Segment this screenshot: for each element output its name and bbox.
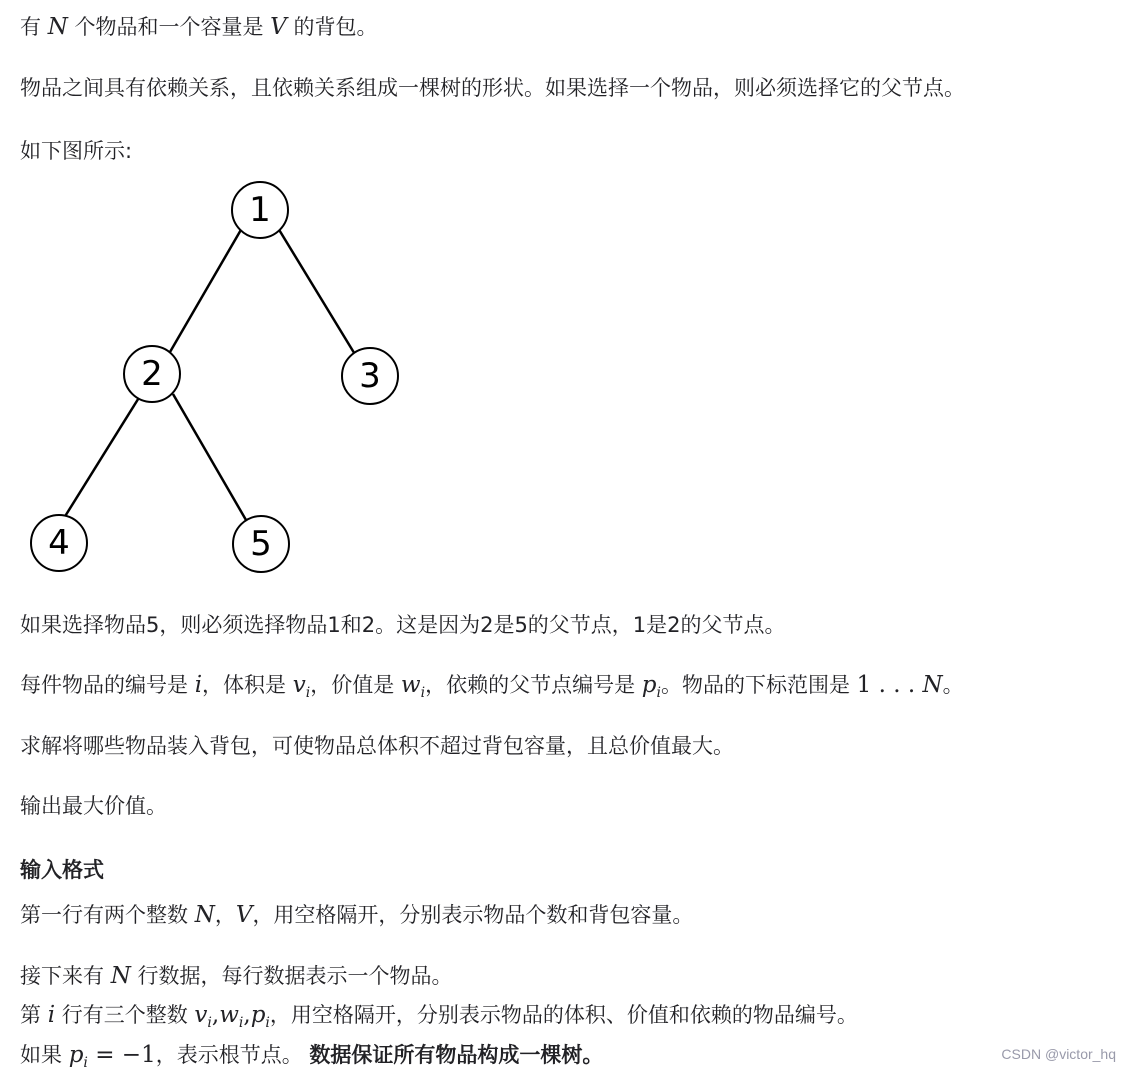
input-line-1 <box>20 900 693 930</box>
text: 的背包。 <box>286 15 378 39</box>
text: , <box>243 1002 251 1028</box>
text: ，体积是 <box>202 673 293 697</box>
edge-1-3 <box>278 228 356 356</box>
tree-node-label: 4 <box>48 523 70 563</box>
text: 每件物品的编号是 <box>20 673 195 697</box>
math-i: i <box>194 672 203 698</box>
text: 个物品和一个容量是 <box>67 15 271 39</box>
math-i: i <box>47 1002 56 1028</box>
text: 行数据，每行数据表示一个物品。 <box>130 964 453 988</box>
input-format-heading: 输入格式 <box>20 858 104 882</box>
math-w: $w_i$ <box>400 672 426 701</box>
text: ，用空格隔开，分别表示物品的体积、价值和依赖的物品编号。 <box>269 1003 858 1027</box>
math-w: $w_i$ <box>219 1002 244 1031</box>
text: 第 <box>20 1003 48 1027</box>
intro-line <box>20 12 377 42</box>
math-p: $p_i$ <box>68 1042 88 1071</box>
tree-node-label: 5 <box>250 524 272 564</box>
output-line: 输出最大价值。 <box>20 794 167 818</box>
text: ，依赖的父节点编号是 <box>425 673 642 697</box>
edge-2-5 <box>173 394 246 520</box>
math-p: $p_i$ <box>641 672 661 701</box>
math-equals: = −1 <box>87 1042 156 1068</box>
text: 行有三个整数 <box>55 1003 195 1027</box>
example-line: 如果选择物品5，则必须选择物品1和2。这是因为2是5的父节点，1是2的父节点。 <box>20 613 786 637</box>
text: 第一行有两个整数 <box>20 903 195 927</box>
text: 如果 <box>20 1043 69 1067</box>
text: 。 <box>942 673 964 697</box>
input-line-4 <box>20 1040 603 1070</box>
figure-caption: 如下图所示: <box>20 139 133 163</box>
text: 接下来有 <box>20 964 111 988</box>
text: ， <box>214 903 236 927</box>
math-range: 1 . . . <box>856 672 923 698</box>
definition-line <box>20 670 964 700</box>
edge-1-2 <box>170 228 242 352</box>
text: ，价值是 <box>310 673 401 697</box>
math-N: N <box>194 902 215 928</box>
tree-node-label: 3 <box>359 356 381 396</box>
bold-note: 数据保证所有物品构成一棵树。 <box>309 1043 604 1067</box>
text: ，用空格隔开，分别表示物品个数和背包容量。 <box>252 903 694 927</box>
text: ，表示根节点。 <box>155 1043 310 1067</box>
math-V: V <box>270 14 287 40</box>
text: , <box>211 1002 220 1028</box>
math-p: $p_i$ <box>250 1002 270 1031</box>
tree-diagram <box>20 168 415 580</box>
tree-node-label: 2 <box>141 354 163 394</box>
input-line-2 <box>20 961 453 991</box>
math-N: N <box>110 963 131 989</box>
text: 。物品的下标范围是 <box>660 673 857 697</box>
dependency-line: 物品之间具有依赖关系，且依赖关系组成一棵树的形状。如果选择一个物品，则必须选择它的父节点。 <box>20 76 965 100</box>
input-line-3 <box>20 1000 858 1030</box>
text: 有 <box>20 15 48 39</box>
math-V: V <box>235 902 253 928</box>
math-N: N <box>47 14 68 40</box>
edge-2-4 <box>64 396 140 518</box>
math-v: $v_i$ <box>292 672 311 701</box>
goal-line: 求解将哪些物品装入背包，可使物品总体积不超过背包容量，且总价值最大。 <box>20 734 734 758</box>
math-N: N <box>922 672 943 698</box>
tree-node-label: 1 <box>249 190 271 230</box>
watermark: CSDN @victor_hq <box>1001 1046 1116 1062</box>
math-v: $v_i$ <box>194 1002 212 1031</box>
